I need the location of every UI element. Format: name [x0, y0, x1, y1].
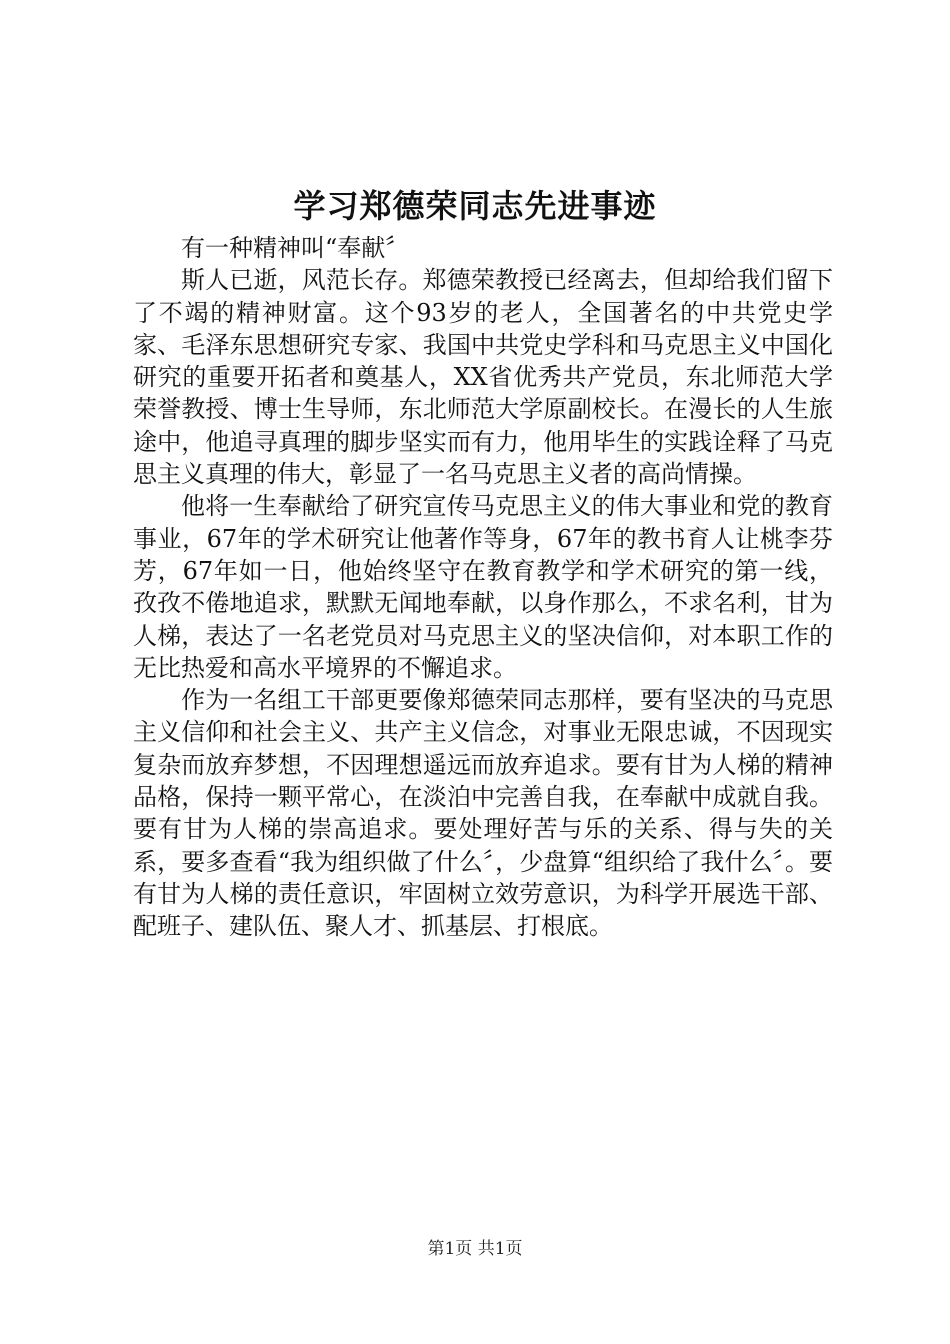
document-title: 学习郑德荣同志先进事迹 [293, 187, 657, 225]
paragraph: 斯人已逝，风范长存。郑德荣教授已经离去，但却给我们留下了不竭的精神财富。这个93岁的老人，全国著名的中共党史学家、毛泽东思想研究专家、我国中共党史学科和马克思主义中国化研究的重要开拓者和奠基人，XX省优秀共产党员，东北师范大学荣誉教授、博士生导师，东北师范大学原副校长。在漫长的人生旅途中，他追寻真理的脚步坚实而有力，他用毕生的实践诠释了马克思主义真理的伟大，彰显了一名马克思主义者的高尚情操。 [133, 266, 833, 489]
paragraph-subtitle: 有一种精神叫“奉献〞 [181, 234, 410, 262]
paragraph: 作为一名组工干部更要像郑德荣同志那样，要有坚决的马克思主义信仰和社会主义、共产主义信念，对事业无限忠诚，不因现实复杂而放弃梦想，不因理想遥远而放弃追求。要有甘为人梯的精神品格，保持一颗平常心，在淡泊中完善自我，在奉献中成就自我。要有甘为人梯的崇高追求。要处理好苦与乐的关系、得与失的关系，要多查看“我为组织做了什么〞，少盘算“组织给了我什么〞。要有甘为人梯的责任意识，牢固树立效劳意识，为科学开展选干部、配班子、建队伍、聚人才、抓基层、打根底。 [133, 686, 833, 941]
document-body [133, 232, 833, 943]
page-footer: 第1页 共1页 [427, 1239, 523, 1259]
paragraph: 他将一生奉献给了研究宣传马克思主义的伟大事业和党的教育事业，67年的学术研究让他著作等身，67年的教书育人让桃李芬芳，67年如一日，他始终坚守在教育教学和学术研究的第一线，孜孜不倦地追求，默默无闻地奉献，以身作那么，不求名利，甘为人梯，表达了一名老党员对马克思主义的坚决信仰，对本职工作的无比热爱和高水平境界的不懈追求。 [133, 492, 833, 682]
